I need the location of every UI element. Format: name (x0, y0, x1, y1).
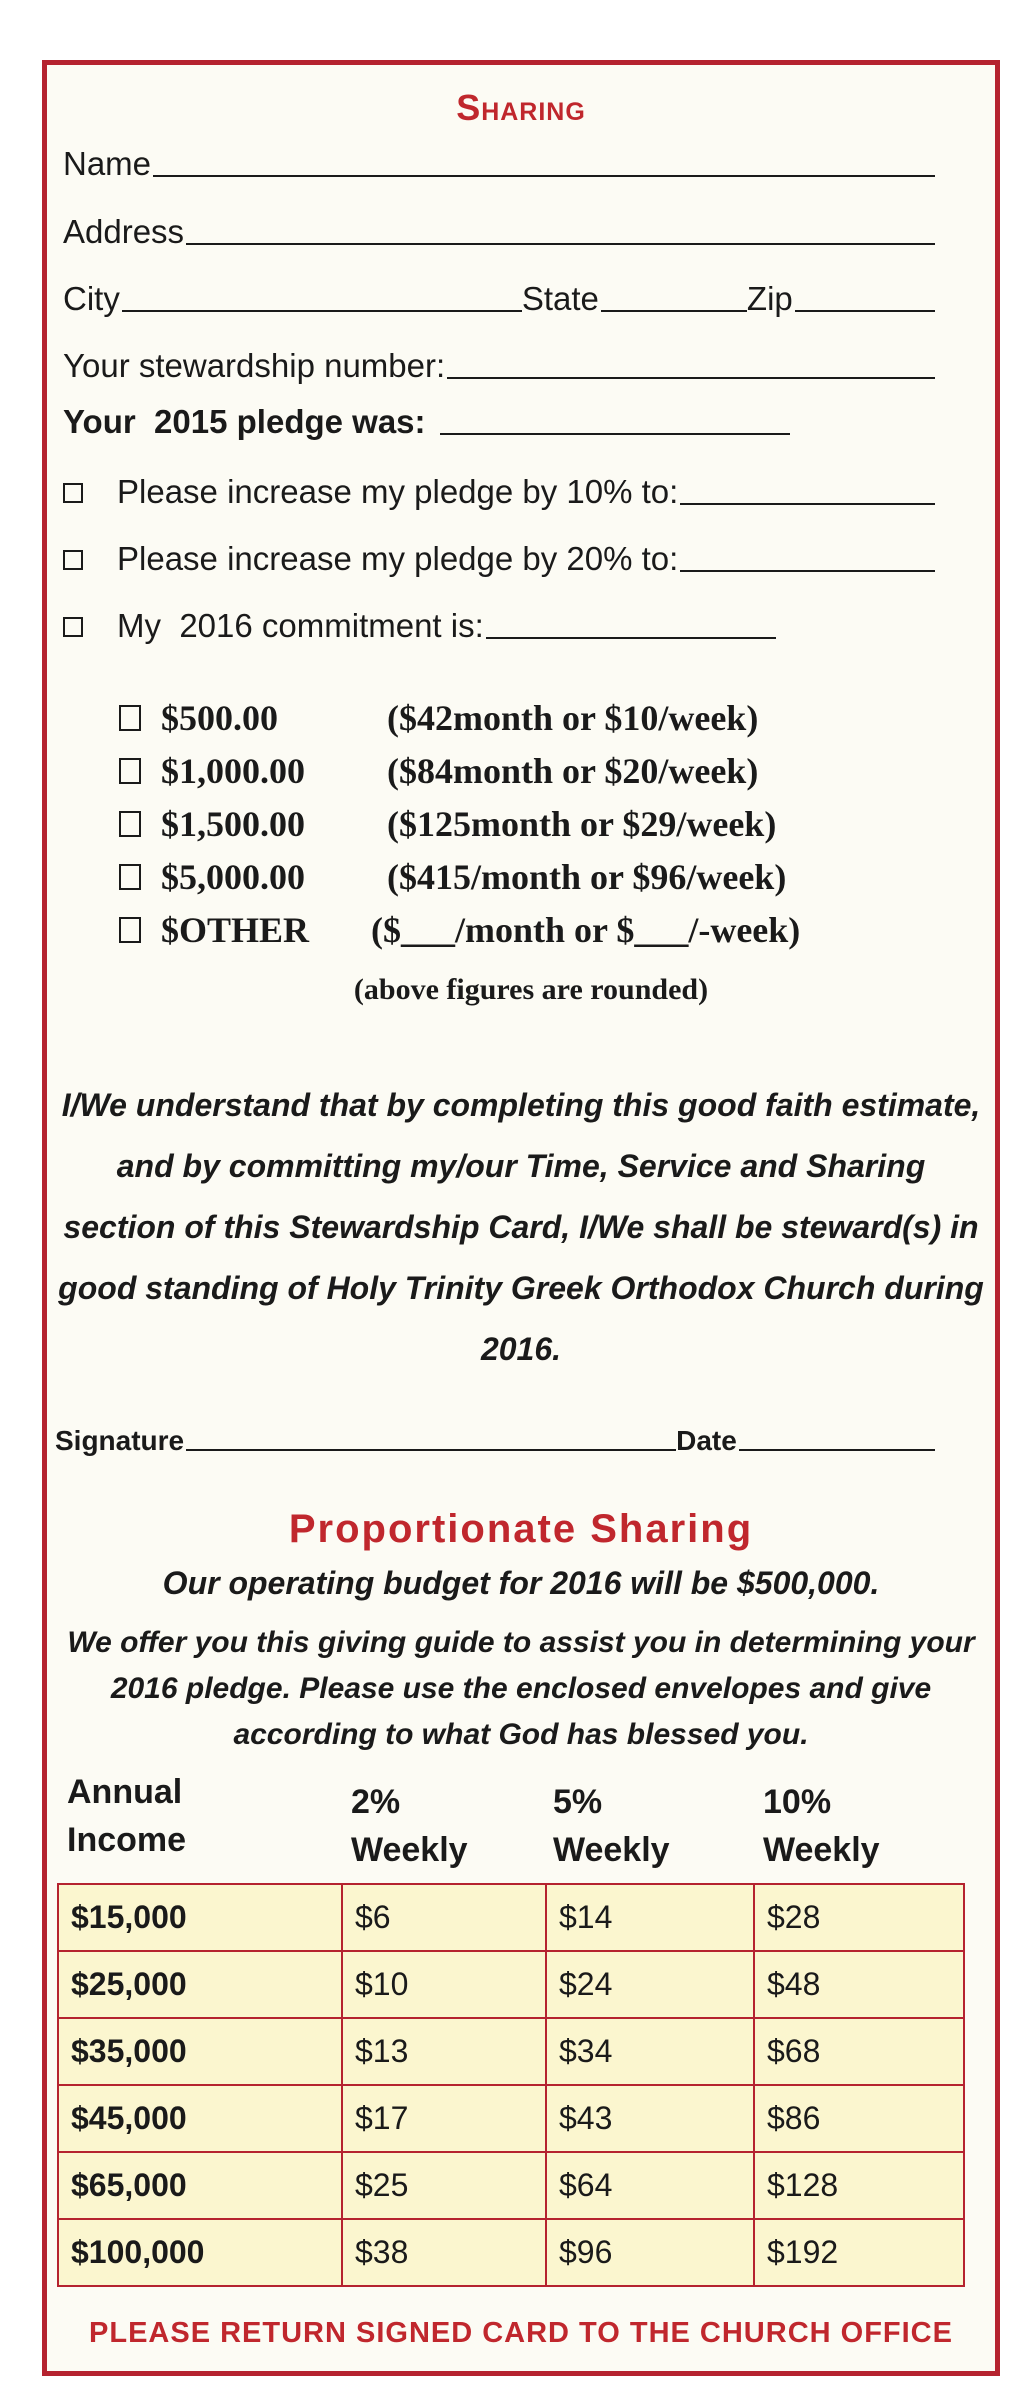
amount-checkbox[interactable] (119, 705, 141, 731)
city-label: City (63, 280, 120, 317)
income-cell: $35,000 (58, 2018, 342, 2085)
return-instructions: PLEASE RETURN SIGNED CARD TO THE CHURCH OFFICE (89, 2317, 953, 2349)
amount-option[interactable] (119, 856, 786, 898)
amount-detail: ($84month or $20/week) (387, 751, 759, 791)
amount-option-other[interactable] (119, 909, 800, 951)
address-line[interactable] (186, 242, 935, 245)
stewardship-number-field[interactable] (63, 347, 935, 385)
header-5-percent: 5% Weekly (553, 1783, 670, 1869)
table-row (58, 1951, 964, 2018)
increase-20-option[interactable] (63, 540, 935, 578)
commitment-line[interactable] (486, 636, 776, 639)
weekly-5-cell: $34 (546, 2018, 754, 2085)
table-row (58, 1884, 964, 1951)
weekly-10-cell: $192 (754, 2219, 964, 2286)
increase-10-option[interactable] (63, 473, 935, 511)
name-label: Name (63, 145, 152, 182)
weekly-2-cell: $38 (342, 2219, 546, 2286)
weekly-10-cell: $48 (754, 1951, 964, 2018)
increase-10-label: Please increase my pledge by 10% to: (117, 473, 679, 510)
weekly-2-cell: $25 (342, 2152, 546, 2219)
table-row (58, 2219, 964, 2286)
weekly-5-cell: $43 (546, 2085, 754, 2152)
rounded-note: (above figures are rounded) (353, 973, 709, 1006)
amount-checkbox[interactable] (119, 811, 141, 837)
date-label: Date (676, 1425, 737, 1456)
state-label: State (521, 280, 599, 317)
income-cell: $25,000 (58, 1951, 342, 2018)
address-label: Address (63, 213, 185, 250)
weekly-2-cell: $13 (342, 2018, 546, 2085)
commitment-option[interactable] (63, 607, 935, 645)
commitment-checkbox[interactable] (63, 617, 83, 637)
amount-detail: ($___/month or $___/-week) (371, 910, 801, 950)
amount-value: $1,000.00 (161, 751, 305, 791)
weekly-2-cell: $17 (342, 2085, 546, 2152)
increase-10-line[interactable] (680, 502, 935, 505)
weekly-2-cell: $10 (342, 1951, 546, 2018)
weekly-10-cell: $128 (754, 2152, 964, 2219)
income-cell: $100,000 (58, 2219, 342, 2286)
income-cell: $15,000 (58, 1884, 342, 1951)
income-cell: $65,000 (58, 2152, 342, 2219)
amount-checkbox[interactable] (119, 917, 141, 943)
stewardship-number-line[interactable] (447, 376, 935, 379)
weekly-5-cell: $64 (546, 2152, 754, 2219)
header-annual-income: Annual Income (67, 1773, 187, 1859)
weekly-10-cell: $68 (754, 2018, 964, 2085)
increase-20-checkbox[interactable] (63, 550, 83, 570)
signature-label: Signature (55, 1425, 185, 1456)
prior-pledge-label: Your 2015 pledge was: (63, 403, 426, 440)
table-row (58, 2018, 964, 2085)
giving-guide-table (57, 1883, 965, 2287)
amount-checkbox[interactable] (119, 864, 141, 890)
prior-pledge-field[interactable] (63, 403, 935, 441)
table-row (58, 2152, 964, 2219)
zip-line[interactable] (795, 309, 935, 312)
amount-value: $500.00 (161, 698, 278, 738)
city-state-zip-field[interactable] (63, 280, 935, 318)
header-10-percent: 10% Weekly (763, 1783, 880, 1869)
amount-detail: ($125month or $29/week) (387, 804, 777, 844)
header-2-percent: 2% Weekly (351, 1783, 468, 1869)
amount-value: $5,000.00 (161, 857, 305, 897)
weekly-10-cell: $28 (754, 1884, 964, 1951)
name-line[interactable] (153, 174, 935, 177)
date-line[interactable] (739, 1448, 935, 1451)
name-field[interactable] (63, 145, 935, 183)
weekly-5-cell: $24 (546, 1951, 754, 2018)
amount-option[interactable] (119, 750, 758, 792)
card-title: Sharing (456, 87, 586, 128)
weekly-2-cell: $6 (342, 1884, 546, 1951)
weekly-5-cell: $96 (546, 2219, 754, 2286)
amount-checkbox[interactable] (119, 758, 141, 784)
amount-option[interactable] (119, 697, 758, 739)
increase-20-line[interactable] (680, 569, 935, 572)
address-field[interactable] (63, 213, 935, 251)
amount-value: $OTHER (161, 910, 310, 950)
signature-line[interactable] (186, 1448, 676, 1451)
signature-date-field[interactable] (55, 1425, 935, 1457)
increase-10-checkbox[interactable] (63, 483, 83, 503)
income-cell: $45,000 (58, 2085, 342, 2152)
giving-guide-text: We offer you this giving guide to assist you in determining your 2016 pledge. Please use the enclosed envelopes and give according to what God has blessed you. (67, 1626, 975, 1751)
increase-20-label: Please increase my pledge by 20% to: (117, 540, 679, 577)
prior-pledge-line[interactable] (440, 432, 790, 435)
proportionate-title: Proportionate Sharing (288, 1507, 754, 1551)
amount-detail: ($415/month or $96/week) (387, 857, 787, 897)
weekly-5-cell: $14 (546, 1884, 754, 1951)
amount-detail: ($42month or $10/week) (387, 698, 759, 738)
table-row (58, 2085, 964, 2152)
stewardship-card (42, 60, 1000, 2376)
commitment-statement: I/We understand that by completing this good faith estimate, and by committing my/our Time, Service and Sharing section of this Stewardship Card, I/We shall be steward(s) in good standing of Holy Trinity Greek Orthodox Church during 2016. (58, 1087, 984, 1367)
amount-value: $1,500.00 (161, 804, 305, 844)
zip-label: Zip (746, 280, 793, 317)
amount-option[interactable] (119, 803, 776, 845)
budget-statement: Our operating budget for 2016 will be $500,000. (162, 1565, 880, 1601)
commitment-label: My 2016 commitment is: (117, 607, 484, 644)
city-line[interactable] (122, 309, 522, 312)
weekly-10-cell: $86 (754, 2085, 964, 2152)
state-line[interactable] (601, 309, 747, 312)
stewardship-number-label: Your stewardship number: (63, 347, 446, 384)
